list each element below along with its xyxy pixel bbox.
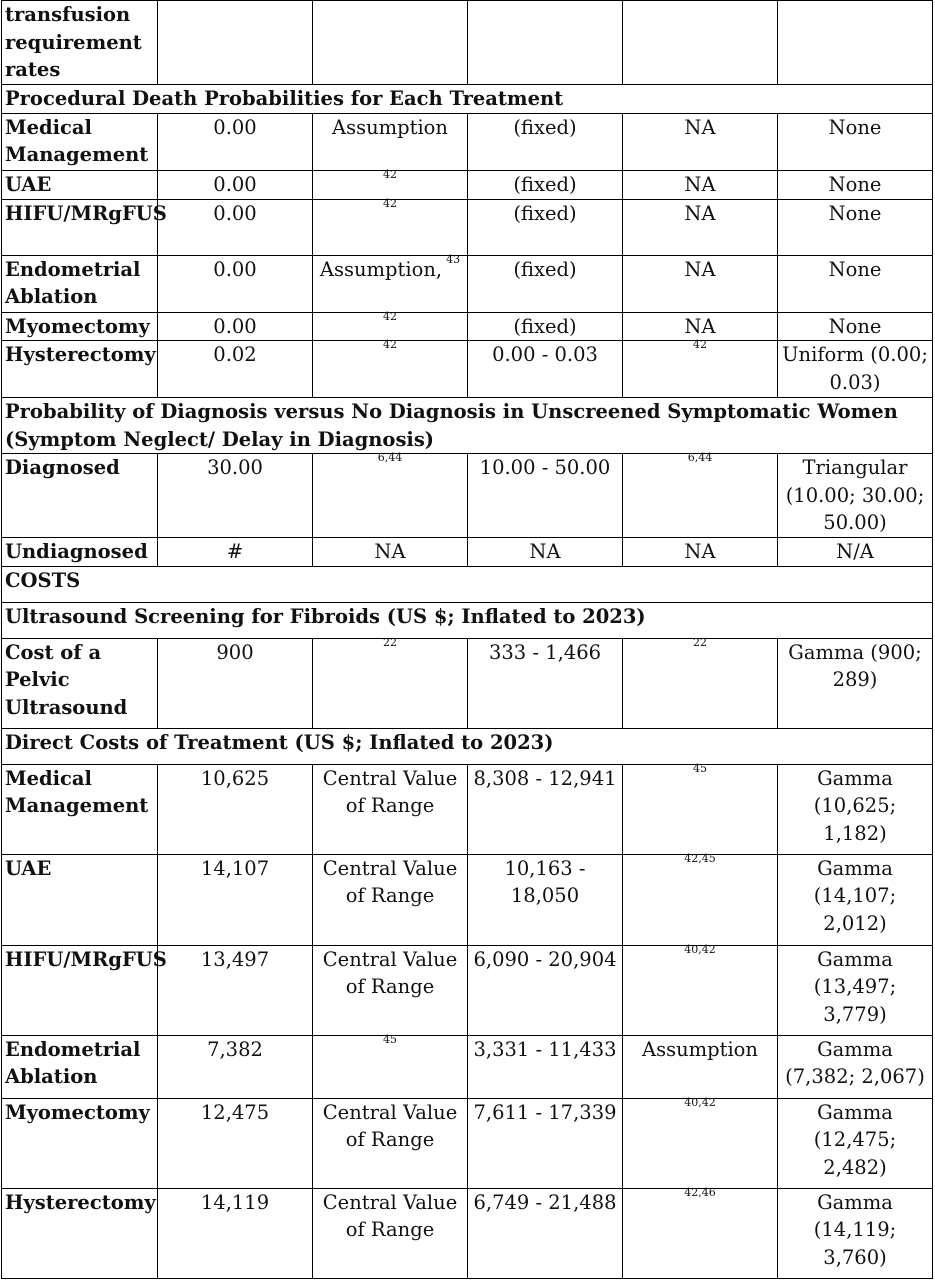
value-cell — [158, 1188, 313, 1278]
cell-text: None — [828, 314, 882, 338]
cell-text: Gamma (7,382; 2,067) — [785, 1037, 925, 1088]
range-reference-cell — [623, 942, 778, 1035]
value-cell — [158, 1, 313, 85]
range-reference-cell — [623, 1, 778, 85]
cell-text: 333 - 1,466 — [488, 640, 602, 664]
cell-text: NA — [684, 314, 716, 338]
table-row — [2, 1035, 933, 1098]
row-label: Medical Management — [2, 764, 158, 854]
cell-text: None — [828, 201, 882, 225]
cell-text: NA — [684, 172, 716, 196]
cell-text: (fixed) — [513, 201, 577, 225]
section-title: Procedural Death Probabilities for Each Treatment — [2, 85, 933, 114]
cell-text: 0.00 — [213, 314, 257, 338]
distribution-cell — [778, 1, 933, 85]
reference-cell — [313, 538, 468, 567]
citation-superscript: 42,45 — [684, 851, 716, 865]
cell-text: N/A — [836, 540, 874, 563]
row-label: Diagnosed — [2, 454, 158, 538]
table-row — [2, 312, 933, 341]
cell-text: 0.00 — [213, 201, 257, 225]
row-label: Hysterectomy — [2, 341, 158, 398]
cell-text: 0.00 — [213, 257, 257, 281]
row-label: Endometrial Ablation — [2, 255, 158, 312]
reference-cell — [313, 338, 468, 398]
value-cell — [158, 538, 313, 567]
cell-text: 10.00 - 50.00 — [479, 456, 611, 479]
range-cell — [468, 1098, 623, 1188]
reference-cell — [313, 451, 468, 538]
citation-superscript: 42 — [383, 338, 397, 351]
citation-superscript: 40,42 — [684, 942, 716, 956]
citation-superscript: 42,46 — [684, 1185, 716, 1199]
range-cell — [468, 945, 623, 1035]
table-row — [2, 1098, 933, 1188]
section-header-row — [2, 602, 933, 638]
range-reference-cell — [623, 255, 778, 312]
distribution-cell — [778, 1035, 933, 1098]
range-cell — [468, 341, 623, 398]
row-label: Undiagnosed — [2, 538, 158, 567]
citation-superscript: 6,44 — [687, 451, 713, 464]
cell-text: 0.02 — [213, 343, 257, 366]
row-label: UAE — [2, 170, 158, 199]
table-row — [2, 255, 933, 312]
value-cell — [158, 454, 313, 538]
cell-text: NA — [529, 540, 561, 563]
cell-text: Assumption — [331, 115, 448, 139]
cell-text: NA — [684, 540, 716, 563]
cell-text: Uniform (0.00; 0.03) — [782, 343, 928, 394]
reference-cell — [313, 113, 468, 170]
row-label: Medical Management — [2, 113, 158, 170]
cell-text: 10,625 — [200, 766, 270, 790]
value-cell — [158, 764, 313, 854]
cell-text: 12,475 — [200, 1100, 270, 1124]
cell-text: (fixed) — [513, 115, 577, 139]
table-row — [2, 945, 933, 1035]
range-cell — [468, 199, 623, 255]
cell-text: None — [828, 115, 882, 139]
reference-cell — [313, 1188, 468, 1278]
distribution-cell — [778, 341, 933, 398]
distribution-cell — [778, 170, 933, 199]
cell-text: Central Value of Range — [322, 1100, 458, 1151]
cell-text: 30.00 — [207, 456, 263, 479]
cell-text: Gamma (13,497; 3,779) — [813, 947, 897, 1026]
cell-text: Gamma (900; 289) — [788, 640, 922, 691]
reference-cell — [313, 252, 468, 312]
reference-cell — [313, 1032, 468, 1098]
reference-cell — [313, 196, 468, 255]
value-cell — [158, 255, 313, 312]
cell-text: None — [828, 172, 882, 196]
distribution-cell — [778, 764, 933, 854]
distribution-cell — [778, 945, 933, 1035]
cell-text: (fixed) — [513, 257, 577, 281]
citation-superscript: 40,42 — [684, 1095, 716, 1109]
range-reference-cell — [623, 1095, 778, 1188]
cell-text: 900 — [216, 640, 254, 664]
citation-superscript: 45 — [693, 761, 707, 775]
table-row — [2, 854, 933, 945]
citation-superscript: 42 — [383, 196, 397, 210]
cell-text: (fixed) — [513, 172, 577, 196]
value-cell — [158, 312, 313, 341]
table-row — [2, 1, 933, 85]
row-label: HIFU/MRgFUS — [2, 199, 158, 255]
value-cell — [158, 113, 313, 170]
cell-text: 14,119 — [200, 1190, 270, 1214]
cell-text: Gamma (14,107; 2,012) — [813, 856, 897, 935]
section-title: COSTS — [2, 566, 933, 602]
table-body — [2, 1, 933, 1279]
distribution-cell — [778, 538, 933, 567]
reference-cell — [313, 1098, 468, 1188]
cell-text: 6,090 - 20,904 — [473, 947, 617, 971]
citation-superscript: 6,44 — [377, 451, 403, 464]
reference-cell — [313, 635, 468, 728]
row-label: Cost of a Pelvic Ultrasound — [2, 638, 158, 728]
cell-text: 8,308 - 12,941 — [473, 766, 617, 790]
value-cell — [158, 945, 313, 1035]
citation-superscript: 42 — [383, 167, 397, 181]
cell-text: NA — [684, 201, 716, 225]
range-cell — [468, 454, 623, 538]
range-cell — [468, 1, 623, 85]
citation-superscript: 22 — [383, 635, 397, 649]
range-reference-cell — [623, 199, 778, 255]
range-reference-cell — [623, 170, 778, 199]
distribution-cell — [778, 255, 933, 312]
range-reference-cell — [623, 761, 778, 854]
range-reference-cell — [623, 1185, 778, 1278]
reference-cell — [313, 1, 468, 85]
cell-text: None — [828, 257, 882, 281]
value-cell — [158, 170, 313, 199]
cell-text: NA — [684, 115, 716, 139]
cell-text: NA — [684, 257, 716, 281]
citation-superscript: 22 — [693, 635, 707, 649]
row-label: Myomectomy — [2, 1098, 158, 1188]
cell-text: Central Value of Range — [322, 766, 458, 817]
section-header-row — [2, 398, 933, 454]
cell-text: Assumption, — [319, 257, 443, 281]
value-cell — [158, 638, 313, 728]
row-label: Endometrial Ablation — [2, 1035, 158, 1098]
distribution-cell — [778, 1188, 933, 1278]
cell-text: Central Value of Range — [322, 947, 458, 998]
cell-text: (fixed) — [513, 314, 577, 338]
cell-text: 7,611 - 17,339 — [473, 1100, 617, 1124]
row-label: HIFU/MRgFUS — [2, 945, 158, 1035]
reference-cell — [313, 854, 468, 945]
distribution-cell — [778, 199, 933, 255]
value-cell — [158, 854, 313, 945]
cell-text: 7,382 — [207, 1037, 263, 1061]
range-reference-cell — [623, 312, 778, 341]
cell-text: Assumption — [641, 1037, 758, 1061]
value-cell — [158, 1035, 313, 1098]
range-cell — [468, 538, 623, 567]
cell-text: 13,497 — [200, 947, 270, 971]
value-cell — [158, 1098, 313, 1188]
row-label: UAE — [2, 854, 158, 945]
distribution-cell — [778, 1098, 933, 1188]
citation-superscript: 42 — [693, 338, 707, 351]
range-cell — [468, 170, 623, 199]
table-row — [2, 538, 933, 567]
section-header-row — [2, 728, 933, 764]
range-reference-cell — [623, 451, 778, 538]
reference-cell — [313, 945, 468, 1035]
cell-text: Gamma (14,119; 3,760) — [813, 1190, 897, 1269]
range-cell — [468, 312, 623, 341]
row-label: transfusion requirement rates — [2, 1, 158, 85]
cell-text: 6,749 - 21,488 — [473, 1190, 617, 1214]
range-reference-cell — [623, 338, 778, 398]
range-cell — [468, 638, 623, 728]
citation-superscript: 45 — [383, 1032, 397, 1046]
table-row — [2, 638, 933, 728]
section-header-row — [2, 85, 933, 114]
section-header-row — [2, 566, 933, 602]
range-reference-cell — [623, 113, 778, 170]
reference-cell — [313, 309, 468, 341]
distribution-cell — [778, 454, 933, 538]
citation-superscript: 42 — [383, 309, 397, 323]
section-title: Ultrasound Screening for Fibroids (US $; Inflated to 2023) — [2, 602, 933, 638]
row-label: Hysterectomy — [2, 1188, 158, 1278]
cell-text: 0.00 — [213, 172, 257, 196]
cell-text: 0.00 - 0.03 — [492, 343, 598, 366]
cell-text: NA — [374, 540, 406, 563]
range-cell — [468, 764, 623, 854]
range-reference-cell — [623, 1035, 778, 1098]
table-row — [2, 341, 933, 398]
range-reference-cell — [623, 851, 778, 945]
range-cell — [468, 1188, 623, 1278]
cell-text: Gamma (10,625; 1,182) — [813, 766, 897, 845]
cell-text: 3,331 - 11,433 — [473, 1037, 617, 1061]
cell-text: 10,163 - 18,050 — [504, 856, 586, 907]
reference-cell — [313, 167, 468, 199]
range-reference-cell — [623, 538, 778, 567]
value-cell — [158, 341, 313, 398]
cell-text: Central Value of Range — [322, 1190, 458, 1241]
cell-text: # — [226, 540, 244, 563]
range-cell — [468, 1035, 623, 1098]
row-label: Myomectomy — [2, 312, 158, 341]
table-row — [2, 199, 933, 255]
cell-text: Gamma (12,475; 2,482) — [813, 1100, 897, 1179]
table-row — [2, 764, 933, 854]
parameter-table — [1, 0, 933, 1279]
section-title: Direct Costs of Treatment (US $; Inflated to 2023) — [2, 728, 933, 764]
citation-superscript: 43 — [446, 252, 461, 266]
range-cell — [468, 854, 623, 945]
distribution-cell — [778, 113, 933, 170]
range-cell — [468, 255, 623, 312]
cell-text: Central Value of Range — [322, 856, 458, 907]
table-row — [2, 454, 933, 538]
cell-text: 14,107 — [200, 856, 270, 880]
range-cell — [468, 113, 623, 170]
table-row — [2, 1188, 933, 1278]
cell-text: Triangular (10.00; 30.00; 50.00) — [785, 456, 925, 534]
distribution-cell — [778, 312, 933, 341]
section-title: Probability of Diagnosis versus No Diagnosis in Unscreened Symptomatic Women (Symptom Neglect/ Delay in Diagnosis) — [2, 398, 933, 454]
distribution-cell — [778, 854, 933, 945]
table-row — [2, 113, 933, 170]
value-cell — [158, 199, 313, 255]
reference-cell — [313, 764, 468, 854]
distribution-cell — [778, 638, 933, 728]
table-row — [2, 170, 933, 199]
cell-text: 0.00 — [213, 115, 257, 139]
range-reference-cell — [623, 635, 778, 728]
